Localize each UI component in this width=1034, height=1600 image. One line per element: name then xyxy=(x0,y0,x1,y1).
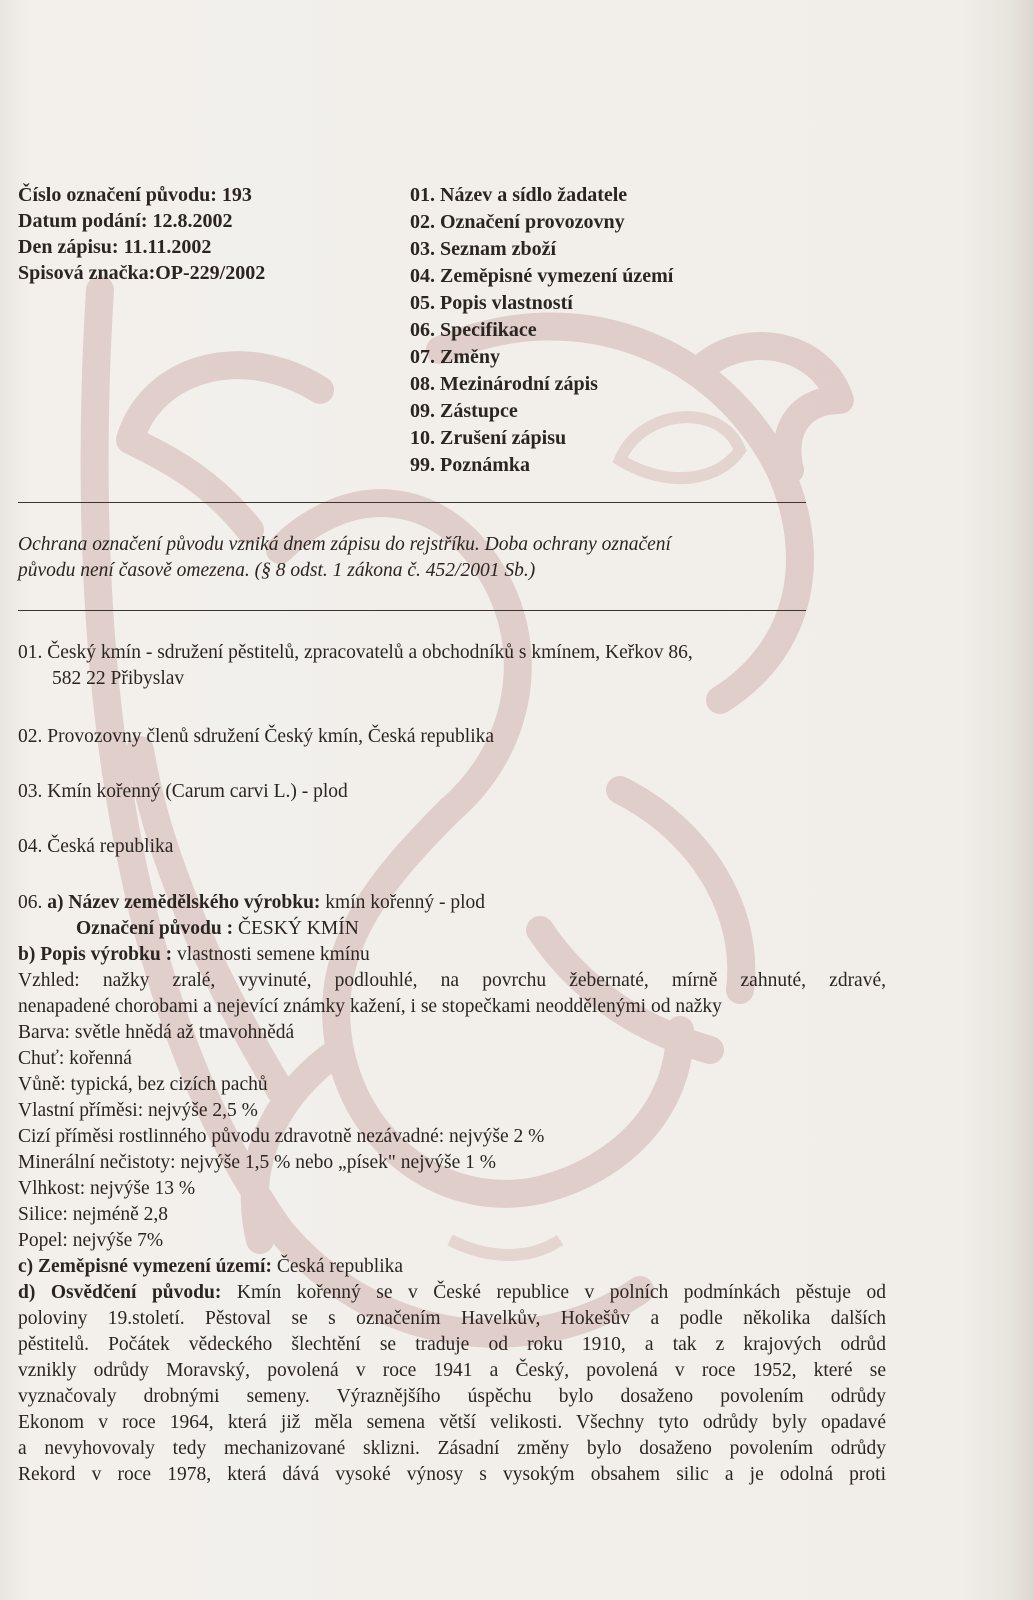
item-02-line: 02. Provozovny členů sdružení Český kmín, Česká republika xyxy=(18,726,495,747)
origin-value: ČESKÝ KMÍN xyxy=(233,918,359,939)
legend-item: 06. Specifikace xyxy=(410,319,537,341)
item-04-line: 04. Česká republika xyxy=(18,836,174,857)
item-01 xyxy=(18,640,886,692)
item-02 xyxy=(18,724,886,750)
legend-item: 03. Seznam zboží xyxy=(410,238,557,260)
note-line: Ochrana označení původu vzniká dnem zápisu do rejstříku. Doba ochrany označení xyxy=(18,534,671,555)
legend-item: 09. Zástupce xyxy=(410,400,518,422)
smell-line: Vůně: typická, bez cizích pachů xyxy=(18,1074,268,1095)
divider-top xyxy=(18,502,806,503)
item-04 xyxy=(18,834,886,860)
spec-d-label: d) Osvědčení původu: xyxy=(18,1282,222,1303)
origin-designation-line xyxy=(18,916,886,942)
color-line: Barva: světle hnědá až tmavohnědá xyxy=(18,1022,295,1043)
protection-note xyxy=(18,532,818,584)
field-legend xyxy=(410,182,830,479)
item-03 xyxy=(18,779,886,805)
appearance-line: nenapadené chorobami a nejevící známky kažení, i se stopečkami neoddělenými od nažky xyxy=(18,996,722,1017)
spec-c-line xyxy=(18,1254,886,1280)
legend-item: 02. Označení provozovny xyxy=(410,211,625,233)
item-01-address: 582 22 Přibyslav xyxy=(52,668,185,689)
spec-b-value: vlastnosti semene kmínu xyxy=(172,944,370,965)
essential-oils-line: Silice: nejméně 2,8 xyxy=(18,1204,169,1225)
spec-d-text: Kmín kořenný se v České republice v polních podmínkách pěstuje od xyxy=(221,1282,886,1303)
ash-line: Popel: nejvýše 7% xyxy=(18,1230,164,1251)
origin-proof-line: Ekonom v roce 1964, která již měla semena větší velikosti. Všechny tyto odrůdy byly opadavé xyxy=(18,1412,886,1433)
spec-d-line xyxy=(18,1280,886,1306)
spec-a-value: kmín kořenný - plod xyxy=(320,892,486,913)
filing-date: Datum podání: 12.8.2002 xyxy=(18,210,233,232)
spec-b-label: b) Popis výrobku : xyxy=(18,944,173,965)
legend-item: 05. Popis vlastností xyxy=(410,292,573,314)
registration-date: Den zápisu: 11.11.2002 xyxy=(18,236,212,258)
origin-proof-line: vyznačovaly drobnými semeny. Výraznějšího úspěchu bylo dosaženo povolením odrůdy xyxy=(18,1386,886,1407)
note-line: původu není časově omezena. (§ 8 odst. 1 zákona č. 452/2001 Sb.) xyxy=(18,560,536,581)
moisture-line: Vlhkost: nejvýše 13 % xyxy=(18,1178,196,1199)
origin-label: Označení původu : xyxy=(76,918,234,939)
spec-b-line xyxy=(18,942,886,968)
origin-proof-line: pěstitelů. Počátek vědeckého šlechtění se traduje od roku 1910, a tak z krajových odrůd xyxy=(18,1334,886,1355)
foreign-admixture-line: Cizí příměsi rostlinného původu zdravotně nezávadné: nejvýše 2 % xyxy=(18,1126,545,1147)
origin-proof-line: Rekord v roce 1978, která dává vysoké výnosy s vysokým obsahem silic a je odolná proti xyxy=(18,1464,886,1485)
item-01-line: 01. Český kmín - sdružení pěstitelů, zpracovatelů a obchodníků s kmínem, Keřkov 86, xyxy=(18,642,693,663)
spec-a-label: a) Název zemědělského výrobku: xyxy=(47,892,321,913)
legend-item: 01. Název a sídlo žadatele xyxy=(410,184,628,206)
origin-proof-line: vznikly odrůdy Moravský, povolená v roce 1941 a Český, povolená v roce 1952, které se xyxy=(18,1360,886,1381)
origin-number: Číslo označení původu: 193 xyxy=(18,184,252,206)
file-reference: Spisová značka:OP-229/2002 xyxy=(18,262,266,284)
spec-c-label: c) Zeměpisné vymezení území: xyxy=(18,1256,272,1277)
spec-number: 06. xyxy=(18,892,48,913)
legend-item: 08. Mezinárodní zápis xyxy=(410,373,598,395)
item-03-line: 03. Kmín kořenný (Carum carvi L.) - plod xyxy=(18,781,348,802)
origin-proof-line: poloviny 19.století. Pěstoval se s označením Havelkův, Hokešův a podle několika dalších xyxy=(18,1308,886,1329)
legend-item: 07. Změny xyxy=(410,346,500,368)
legend-item: 99. Poznámka xyxy=(410,454,530,476)
own-admixture-line: Vlastní příměsi: nejvýše 2,5 % xyxy=(18,1100,258,1121)
item-06-specification xyxy=(18,890,886,1488)
legend-item: 04. Zeměpisné vymezení území xyxy=(410,265,674,287)
spec-c-value: Česká republika xyxy=(271,1256,404,1277)
taste-line: Chuť: kořenná xyxy=(18,1048,132,1069)
registration-meta xyxy=(18,182,378,286)
legend-item: 10. Zrušení zápisu xyxy=(410,427,567,449)
origin-proof-line: a nevyhovovaly tedy mechanizované sklizni. Zásadní změny bylo dosaženo povolením odrůdy xyxy=(18,1438,886,1459)
divider-bottom xyxy=(18,610,806,611)
spec-a-line xyxy=(18,890,886,916)
appearance-line: Vzhled: nažky zralé, vyvinuté, podlouhlé, na povrchu žebernaté, mírně zahnuté, zdravé, xyxy=(18,970,886,991)
mineral-impurities-line: Minerální nečistoty: nejvýše 1,5 % nebo „písek" nejvýše 1 % xyxy=(18,1152,497,1173)
